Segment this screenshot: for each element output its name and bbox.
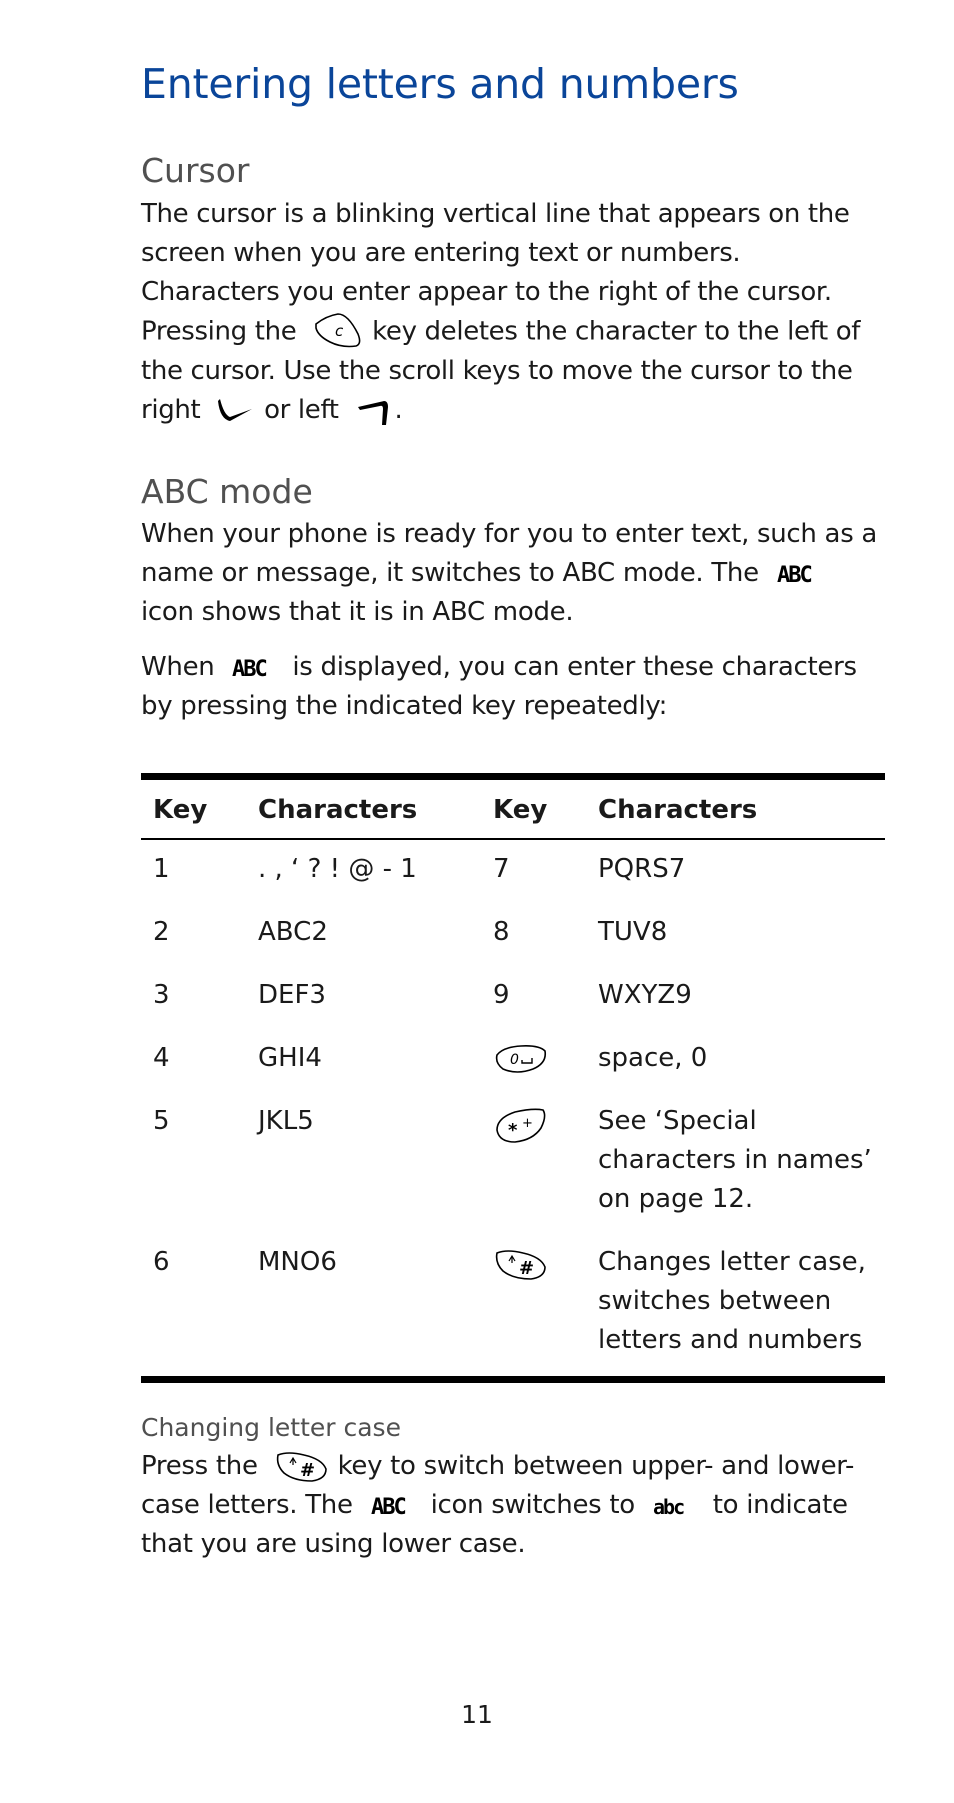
table-row xyxy=(141,968,885,1031)
header-characters-2: Characters xyxy=(586,777,885,840)
letter-case-text-b: key to switch between upper- and lower-case letters. The xyxy=(141,1451,855,1521)
cursor-heading: Cursor xyxy=(141,151,250,191)
abc-uppercase-icon xyxy=(775,563,829,585)
characters-cell: Changes letter case, switches between letters and numbers xyxy=(598,1247,866,1356)
abc-mode-paragraph-2 xyxy=(141,648,885,726)
letter-case-heading: Changing letter case xyxy=(141,1413,401,1443)
page-number: 11 xyxy=(461,1700,493,1729)
cursor-text-4: . xyxy=(394,394,403,425)
table-row xyxy=(141,1235,885,1380)
manual-page xyxy=(141,60,885,1564)
hash-key-icon xyxy=(274,1449,330,1485)
cursor-section xyxy=(141,151,885,430)
svg-text:0: 0 xyxy=(510,1052,519,1069)
abc-mode-text-1a: When your phone is ready for you to enter text, such as a name or message, it switches to ABC mode. The xyxy=(141,519,878,589)
key-cell: 9 xyxy=(493,980,510,1011)
cursor-text-1: The cursor is a blinking vertical line that appears on the screen when you are entering text or numbers. Characters you enter appear to the right of the cursor. Pressing the xyxy=(141,198,850,347)
header-characters-1: Characters xyxy=(246,777,481,840)
key-cell: 1 xyxy=(153,854,170,885)
key-cell: 6 xyxy=(153,1247,170,1278)
abc-mode-section xyxy=(141,472,885,727)
key-cell: 4 xyxy=(153,1043,170,1074)
key-cell: 2 xyxy=(153,917,170,948)
page-title: Entering letters and numbers xyxy=(141,60,739,108)
svg-text:#: # xyxy=(299,1459,315,1481)
abc-mode-text-1b: icon shows that it is in ABC mode. xyxy=(141,597,574,628)
key-cell: 5 xyxy=(153,1106,170,1137)
svg-text:abc: abc xyxy=(652,1494,683,1517)
abc-mode-paragraph-1 xyxy=(141,515,885,632)
svg-text:ABC: ABC xyxy=(776,562,811,585)
table-header-row xyxy=(141,777,885,840)
abc-mode-heading: ABC mode xyxy=(141,471,313,511)
svg-text:c: c xyxy=(335,321,344,340)
abc-uppercase-icon xyxy=(230,657,284,679)
characters-cell: JKL5 xyxy=(258,1106,314,1137)
table-row xyxy=(141,839,885,905)
abc-lowercase-icon xyxy=(651,1495,705,1517)
svg-text:ABC: ABC xyxy=(232,656,267,679)
header-key-2: Key xyxy=(481,777,586,840)
characters-cell: GHI4 xyxy=(258,1043,322,1074)
abc-mode-text-2b: is displayed, you can enter these characters by pressing the indicated key repeatedly: xyxy=(141,652,857,722)
abc-uppercase-icon xyxy=(369,1495,423,1517)
svg-text:*: * xyxy=(508,1120,518,1142)
cursor-text-2: key deletes the character to the left of the cursor. Use the scroll keys to move the cursor to the right xyxy=(141,316,861,425)
cursor-paragraph xyxy=(141,195,885,430)
letter-case-text-d: to indicate that you are using lower case. xyxy=(141,1490,848,1560)
svg-text:#: # xyxy=(519,1258,535,1280)
characters-cell: TUV8 xyxy=(598,917,668,948)
key-character-table xyxy=(141,773,885,1383)
clear-key-icon xyxy=(312,312,364,352)
table-row xyxy=(141,1031,885,1094)
characters-cell: WXYZ9 xyxy=(598,980,692,1011)
scroll-left-icon xyxy=(354,393,394,427)
header-key-1: Key xyxy=(141,777,246,840)
characters-cell: MNO6 xyxy=(258,1247,337,1278)
star-key-icon xyxy=(493,1106,586,1146)
key-cell xyxy=(481,1031,586,1094)
key-cell xyxy=(481,1094,586,1235)
characters-cell: space, 0 xyxy=(598,1043,708,1074)
svg-text:+: + xyxy=(522,1116,533,1132)
letter-case-text-a: Press the xyxy=(141,1451,258,1482)
letter-case-paragraph xyxy=(141,1447,885,1564)
key-cell xyxy=(481,1235,586,1380)
key-cell: 8 xyxy=(493,917,510,948)
characters-cell: DEF3 xyxy=(258,980,326,1011)
letter-case-section xyxy=(141,1413,885,1564)
cursor-text-3: or left xyxy=(264,394,339,425)
zero-key-icon xyxy=(493,1043,586,1075)
hash-key-icon xyxy=(493,1247,586,1283)
characters-cell: ABC2 xyxy=(258,917,328,948)
characters-cell: PQRS7 xyxy=(598,854,686,885)
key-cell: 3 xyxy=(153,980,170,1011)
key-cell: 7 xyxy=(493,854,510,885)
table-row xyxy=(141,1094,885,1235)
table-row xyxy=(141,905,885,968)
characters-cell: See ‘Special characters in names’ on page 12. xyxy=(598,1106,872,1215)
scroll-right-icon xyxy=(216,395,256,425)
letter-case-text-c: icon switches to xyxy=(430,1490,635,1521)
abc-mode-text-2a: When xyxy=(141,652,215,683)
characters-cell: . , ‘ ? ! @ - 1 xyxy=(258,854,417,885)
svg-text:ABC: ABC xyxy=(370,1494,405,1517)
